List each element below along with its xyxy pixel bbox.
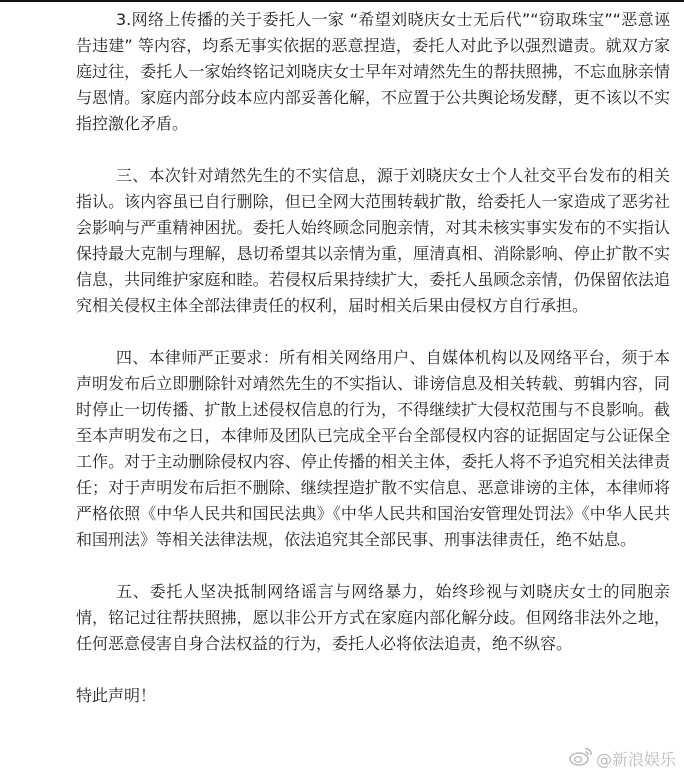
paragraph-section-5: 五、委托人坚决抵制网络谣言与网络暴力，始终珍视与刘晓庆女士的同胞亲情，铭记过往帮扶照拂，愿以非公开方式在家庭内部化解分歧。但网络非法外之地，任何恶意侵害自身合法权益的行为，委托人必将依法追责，绝不纵容。 [76,582,670,653]
paragraph-section-4: 四、本律师严正要求：所有相关网络用户、自媒体机构以及网络平台，须于本声明发布后立即删除针对靖然先生的不实指认、诽谤信息及相关转载、剪辑内容，同时停止一切传播、扩散上述侵权信息的行为，不得继续扩大侵权范围与不良影响。截至本声明发布之日，本律师及团队已完成全平台全部侵权内容的证据固定与公证保全工作。对于主动删除侵权内容、停止传播的相关主体，委托人将不予追究相关法律责任；对于声明发布后拒不删除、继续捏造扩散不实信息、恶意诽谤的主体，本律师将严格依照《中华人民共和国民法典》《中华人民共和国治安管理处罚法》《中华人民共和国刑法》等相关法律法规，依法追究其全部民事、刑事法律责任，绝不姑息。 [76,348,670,549]
statement-document [76,7,670,735]
weibo-logo-icon [569,746,593,770]
watermark-text: @新浪娱乐 [595,749,676,769]
paragraph-section-3: 三、本次针对靖然先生的不实信息，源于刘晓庆女士个人社交平台发布的相关指认。该内容虽已自行删除，但已全网大范围转载扩散，给委托人一家造成了恶劣社会影响与严重精神困扰。委托人始终顾念同胞亲情，对其未核实事实发布的不实指认保持最大克制与理解，恳切希望其以亲情为重，厘清真相、消除影响、停止扩散不实信息，共同维护家庭和睦。若侵权后果持续扩大，委托人虽顾念亲情，仍保留依法追究相关侵权主体全部法律责任的权利，届时相关后果由侵权方自行承担。 [76,166,670,315]
top-border [0,0,684,2]
closing-statement: 特此声明！ [76,686,157,705]
watermark [569,746,676,770]
paragraph-item-3: 3.网络上传播的关于委托人一家 “希望刘晓庆女士无后代”“窃取珠宝”“恶意诬告违建” 等内容，均系无事实依据的恶意捏造，委托人对此予以强烈谴责。就双方家庭过往，委托人一家始终铭记刘晓庆女士早年对靖然先生的帮扶照拂，不忘血脉亲情与恩情。家庭内部分歧本应内部妥善化解，不应置于公共舆论场发酵，更不该以不实指控激化矛盾。 [76,10,670,133]
